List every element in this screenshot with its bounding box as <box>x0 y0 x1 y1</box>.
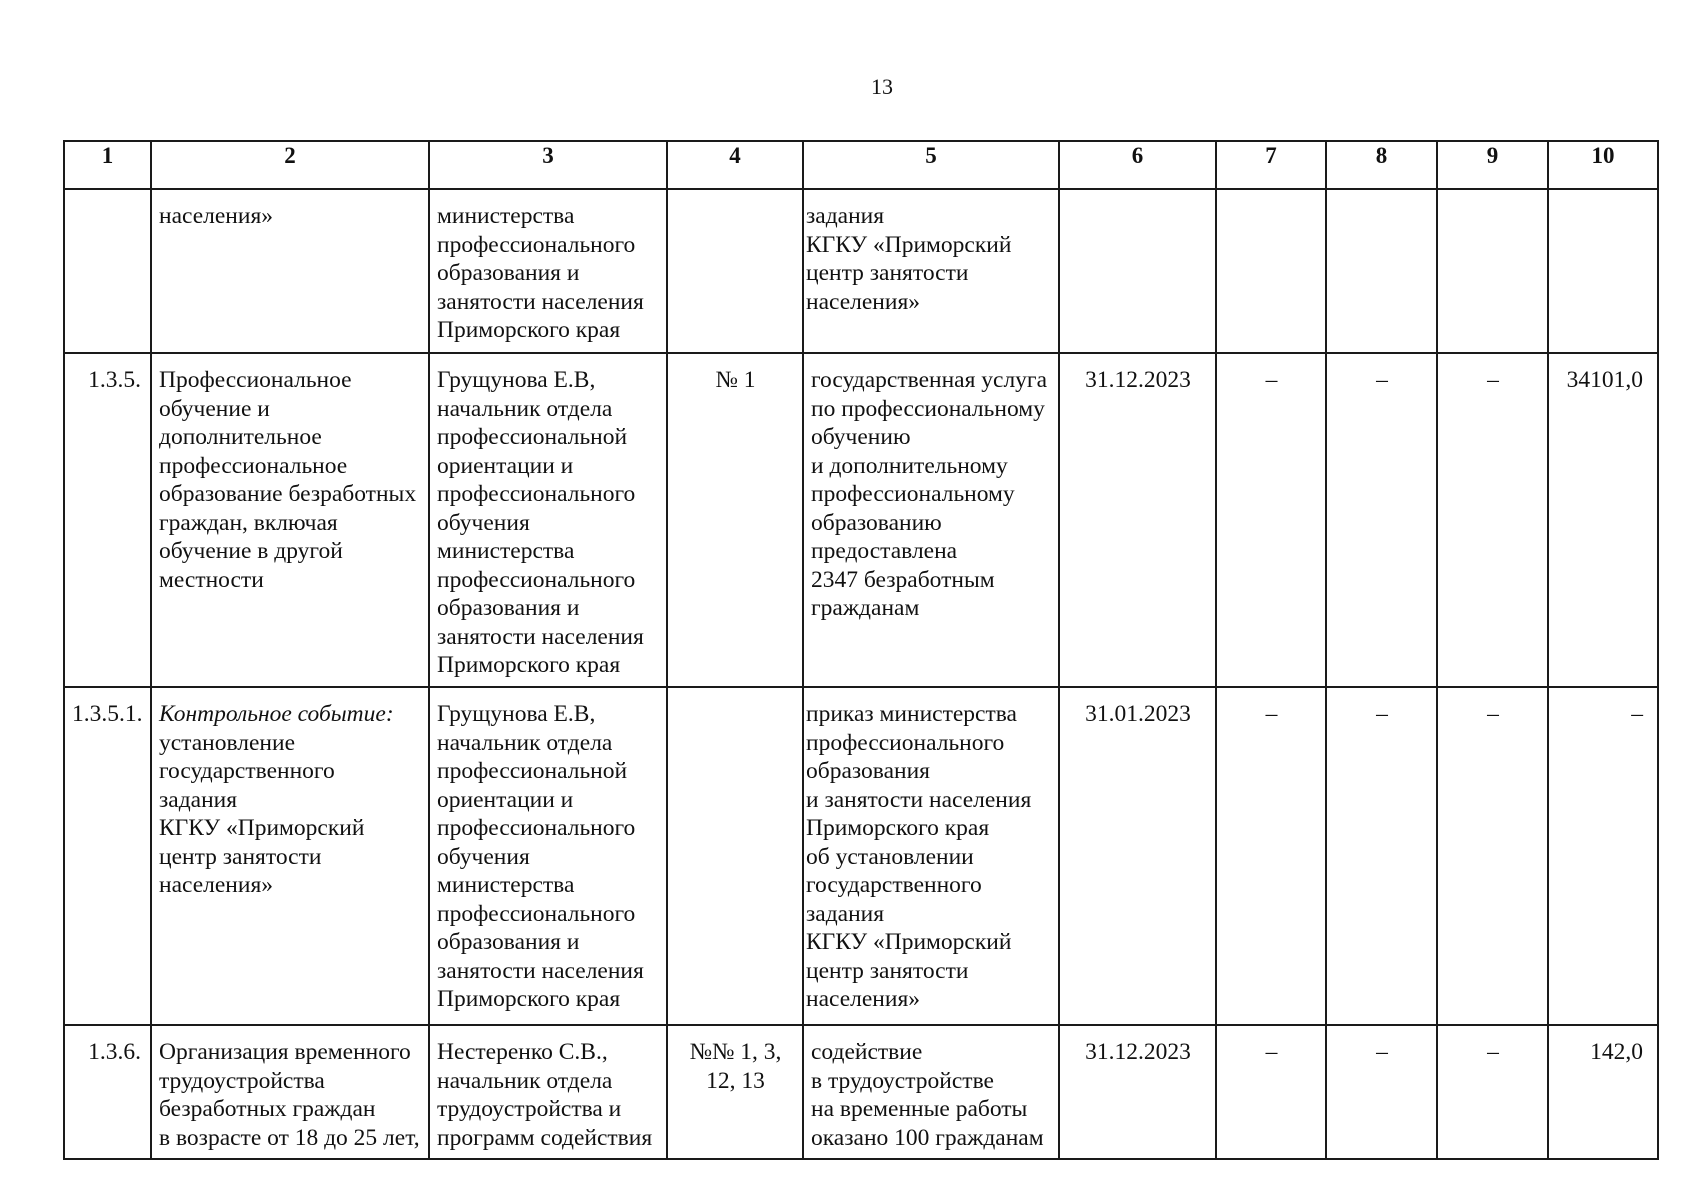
col10-value: 142,0 <box>1590 1039 1643 1065</box>
table-row <box>64 353 1658 687</box>
expected-result: содействие в трудоустройстве на временные работы оказано 100 гражданам <box>811 1039 1044 1151</box>
date-cell <box>1059 353 1216 687</box>
activity-name: Профессиональное обучение и дополнительное профессиональное образование безработных граждан, включая обучение в другой местности <box>159 367 417 593</box>
activity-name: установление государственного задания КГКУ «Приморский центр занятости населения» <box>159 729 365 898</box>
header-row <box>64 141 1658 189</box>
activity-name: населения» <box>159 203 274 229</box>
indicator-ref: №№ 1, 3, 12, 13 <box>689 1039 782 1094</box>
activity-name: Организация временного трудоустройства безработных граждан в возрасте от 18 до 25 лет, <box>159 1039 420 1151</box>
indicator-ref <box>668 688 802 700</box>
col7-cell <box>1216 189 1326 353</box>
date-cell <box>1059 1025 1216 1159</box>
col10-cell <box>1548 189 1658 353</box>
col7-cell <box>1216 687 1326 1025</box>
col9-value: – <box>1487 1039 1499 1065</box>
name-cell <box>151 189 429 353</box>
responsible-person: Грущунова Е.В, начальник отдела профессиональной ориентации и профессионального обучения министерства профессионального образования и занятости населения Приморского края <box>437 367 644 678</box>
col9-value <box>1438 190 1547 202</box>
activity-name-block <box>152 688 428 900</box>
indicator-cell <box>667 189 803 353</box>
deadline-date: 31.01.2023 <box>1085 701 1191 727</box>
row-number-cell <box>64 1025 151 1159</box>
row-number-cell <box>64 687 151 1025</box>
col9-cell <box>1437 189 1548 353</box>
col10-value <box>1549 190 1657 202</box>
table-row <box>64 1025 1658 1159</box>
header-col-10: 10 <box>1548 141 1658 189</box>
header-col-8: 8 <box>1326 141 1437 189</box>
col7-cell <box>1216 1025 1326 1159</box>
deadline-date: 31.12.2023 <box>1085 1039 1191 1065</box>
col7-value: – <box>1265 1039 1278 1065</box>
plan-table <box>63 140 1659 1160</box>
col9-value: – <box>1487 367 1499 393</box>
responsible-cell <box>429 189 667 353</box>
name-cell <box>151 353 429 687</box>
col7-cell <box>1216 353 1326 687</box>
row-number: 1.3.5.1. <box>72 701 143 727</box>
deadline-date: 31.12.2023 <box>1085 367 1191 393</box>
col8-value: – <box>1376 367 1388 393</box>
header-col-9: 9 <box>1437 141 1548 189</box>
indicator-cell <box>667 687 803 1025</box>
col8-value: – <box>1376 1039 1388 1065</box>
expected-result: задания КГКУ «Приморский центр занятости населения» <box>806 203 1012 315</box>
result-cell <box>803 1025 1059 1159</box>
col10-cell <box>1548 353 1658 687</box>
result-cell <box>803 189 1059 353</box>
table-row <box>64 189 1658 353</box>
row-number-cell <box>64 189 151 353</box>
indicator-ref <box>668 190 802 202</box>
col10-cell <box>1548 1025 1658 1159</box>
responsible-person: министерства профессионального образования и занятости населения Приморского края <box>437 203 644 343</box>
name-cell <box>151 1025 429 1159</box>
col7-value <box>1217 190 1325 202</box>
responsible-cell <box>429 1025 667 1159</box>
col8-cell <box>1326 189 1437 353</box>
indicator-cell <box>667 1025 803 1159</box>
col10-cell <box>1548 687 1658 1025</box>
col9-cell <box>1437 687 1548 1025</box>
row-number: 1.3.6. <box>88 1039 141 1065</box>
col9-cell <box>1437 1025 1548 1159</box>
row-number: 1.3.5. <box>88 367 141 393</box>
col8-cell <box>1326 353 1437 687</box>
responsible-person: Грущунова Е.В, начальник отдела профессиональной ориентации и профессионального обучения министерства профессионального образования и занятости населения Приморского края <box>437 701 644 1012</box>
result-cell <box>803 687 1059 1025</box>
col8-value <box>1327 190 1436 202</box>
header-col-3: 3 <box>429 141 667 189</box>
header-col-4: 4 <box>667 141 803 189</box>
header-col-7: 7 <box>1216 141 1326 189</box>
col7-value: – <box>1265 701 1278 727</box>
date-cell <box>1059 189 1216 353</box>
col10-value: – <box>1631 701 1643 727</box>
col10-value: 34101,0 <box>1566 367 1643 393</box>
result-cell <box>803 353 1059 687</box>
col9-value: – <box>1487 701 1499 727</box>
control-event-label: Контрольное событие: <box>159 701 394 727</box>
col8-cell <box>1326 1025 1437 1159</box>
responsible-person: Нестеренко С.В., начальник отдела трудоустройства и программ содействия <box>437 1039 653 1151</box>
expected-result: государственная услуга по профессиональному обучению и дополнительному профессиональному образованию предоставлена 2347 безработным гражданам <box>811 367 1047 621</box>
header-col-1: 1 <box>64 141 151 189</box>
table-row <box>64 687 1658 1025</box>
responsible-cell <box>429 353 667 687</box>
row-number <box>65 190 150 202</box>
col7-value: – <box>1265 367 1278 393</box>
page-number: 13 <box>871 74 893 99</box>
deadline-date <box>1060 190 1215 202</box>
col9-cell <box>1437 353 1548 687</box>
header-col-6: 6 <box>1059 141 1216 189</box>
header-col-2: 2 <box>151 141 429 189</box>
expected-result: приказ министерства профессионального образования и занятости населения Приморского края об установлении государственного задания КГКУ «Приморский центр занятости населения» <box>806 701 1032 1012</box>
row-number-cell <box>64 353 151 687</box>
col8-value: – <box>1376 701 1388 727</box>
col8-cell <box>1326 687 1437 1025</box>
responsible-cell <box>429 687 667 1025</box>
indicator-ref: № 1 <box>715 367 756 393</box>
header-col-5: 5 <box>803 141 1059 189</box>
date-cell <box>1059 687 1216 1025</box>
indicator-cell <box>667 353 803 687</box>
name-cell <box>151 687 429 1025</box>
